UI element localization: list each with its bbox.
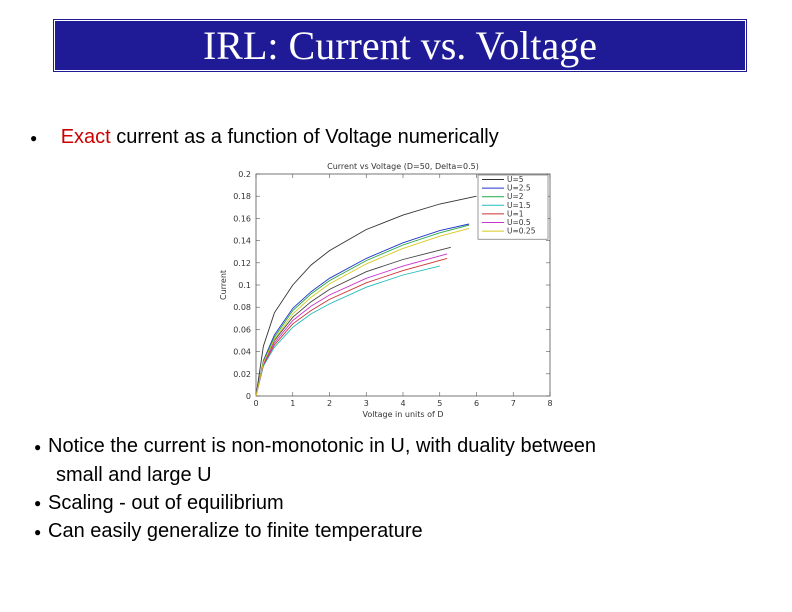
legend-label: U=0.25 [507, 226, 536, 236]
chart-title: Current vs Voltage (D=50, Delta=0.5) [327, 162, 479, 171]
y-tick-label: 0.2 [238, 170, 251, 179]
x-tick-label: 4 [400, 399, 406, 408]
legend-label: U=1.5 [507, 200, 531, 210]
y-axis-label: Current [219, 269, 228, 301]
series-line [256, 196, 477, 396]
bullet-text: Can easily generalize to finite temperature [48, 520, 423, 543]
y-tick-label: 0.14 [233, 236, 251, 246]
y-tick-label: 0.16 [233, 214, 251, 224]
x-tick-label: 7 [510, 399, 516, 408]
y-tick-label: 0.12 [233, 258, 251, 268]
series-line [256, 228, 469, 396]
y-tick-label: 0 [245, 392, 251, 401]
legend-label: U=0.5 [507, 218, 531, 227]
x-tick-label: 5 [437, 399, 443, 408]
intro-bullet [30, 126, 499, 149]
y-tick-label: 0.06 [233, 325, 251, 335]
bullet-list [34, 432, 754, 546]
current-voltage-chart [210, 158, 560, 420]
bullet-item [34, 432, 754, 461]
bullet-continuation: small and large U [56, 463, 212, 486]
slide-title: IRL: Current vs. Voltage [202, 23, 598, 68]
y-tick-label: 0.04 [233, 347, 251, 357]
legend-label: U=2.5 [507, 183, 531, 193]
bullet-item [34, 517, 754, 546]
bullet-text: Notice the current is non-monotonic in U, with duality between [48, 435, 597, 457]
bullet-text: Scaling - out of equilibrium [48, 491, 284, 514]
legend-label: U=2 [507, 192, 524, 202]
x-tick-label: 6 [473, 399, 480, 408]
bullet-icon: ● [34, 525, 42, 540]
intro-highlight: Exact [60, 126, 111, 148]
y-tick-label: 0.08 [233, 303, 251, 313]
x-axis-label: Voltage in units of D [362, 410, 444, 419]
x-tick-label: 1 [290, 399, 296, 408]
y-tick-label: 0.18 [233, 192, 251, 202]
bullet-item [34, 489, 754, 518]
bullet-icon: ● [34, 496, 42, 511]
bullet-icon: ● [34, 439, 42, 454]
legend-label: U=5 [507, 175, 524, 184]
bullet-icon: ● [30, 130, 38, 145]
x-tick-label: 2 [326, 399, 333, 408]
series-line [256, 224, 469, 396]
y-tick-label: 0.02 [233, 369, 251, 379]
title-bar [54, 20, 746, 71]
intro-spacer [50, 126, 61, 148]
intro-text: current as a function of Voltage numerically [110, 126, 499, 148]
legend-label: U=1 [507, 209, 524, 219]
x-tick-label: 8 [547, 399, 553, 408]
x-tick-label: 0 [253, 399, 259, 408]
x-tick-label: 3 [363, 399, 369, 408]
y-tick-label: 0.1 [238, 281, 251, 290]
